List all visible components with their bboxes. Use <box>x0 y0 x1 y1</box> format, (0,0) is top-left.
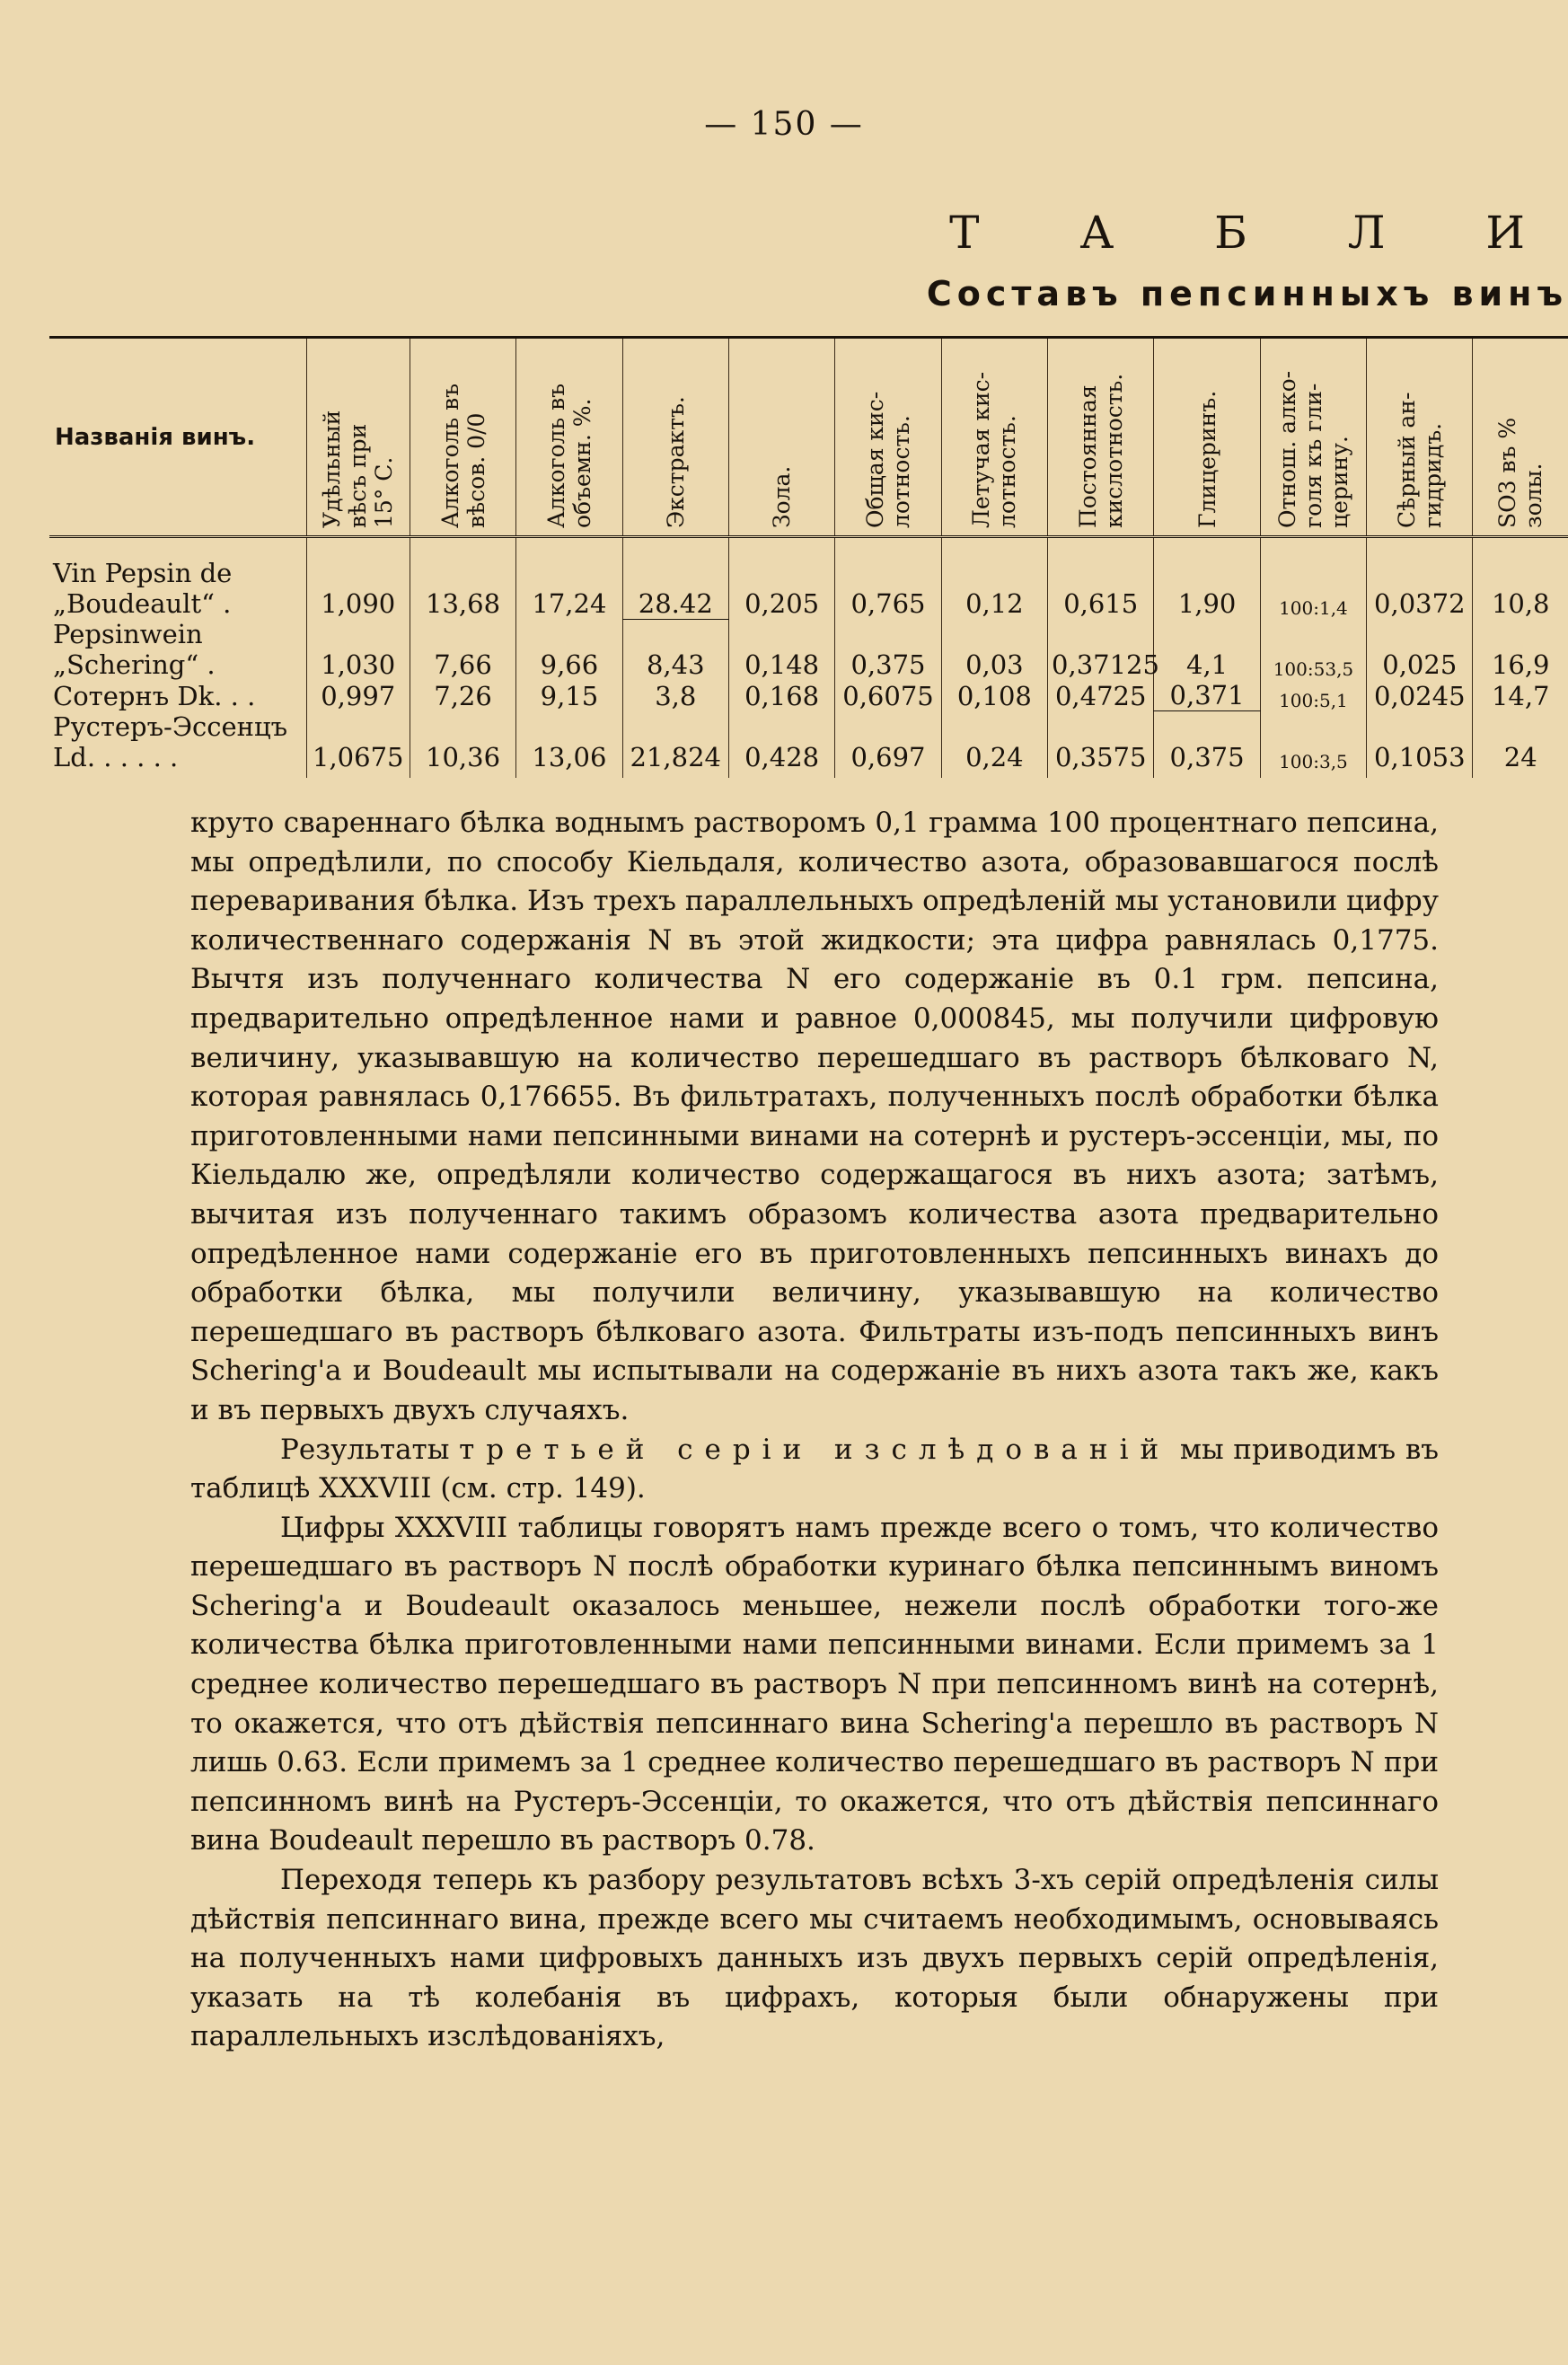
table-cell: 100:53,5 <box>1260 619 1366 680</box>
table-cell: 0,6075 <box>835 680 941 711</box>
table-cell: 0,37125 <box>1048 619 1154 680</box>
header-alcohol-weight <box>410 338 515 537</box>
wine-name: Pepsinwein „Schering“ . <box>53 619 216 680</box>
table-row <box>49 619 1568 680</box>
table-cell: 0,12 <box>941 537 1047 620</box>
paragraph: Цифры XXXVIII таблицы говорятъ намъ прежде всего о томъ, что количество перешедшаго въ растворъ N послѣ обработки куринаго бѣлка пепсиннымъ виномъ Schering'а и Boudeault оказалось меньшее, нежели послѣ обработки того-же количества бѣлка приготовленными нами пепсинными винами. Если примемъ за 1 среднее количество перешедшаго въ растворъ N при пепсинномъ винѣ на сотернѣ, то окажется, что отъ дѣйствія пепсиннаго вина Schering'а перешло въ растворъ N лишь 0.63. Если примемъ за 1 среднее количество перешедшаго въ растворъ N при пепсинномъ винѣ на Рустеръ-Эссенціи, то окажется, что отъ дѣйствія пепсиннаго вина Boudeault перешло въ растворъ 0.78. <box>190 1511 1439 1858</box>
spaced-phrase: третьей серіи изслѣдованій <box>459 1433 1171 1466</box>
header-extract <box>622 338 728 537</box>
table-cell: 1,090 <box>306 537 410 620</box>
table-cell: 0,0372 <box>1367 537 1473 620</box>
table-cell: 1,030 <box>306 619 410 680</box>
header-alcohol-glycerin-ratio <box>1260 338 1366 537</box>
table-cell: 0,428 <box>728 711 834 778</box>
body-text <box>190 804 1439 2057</box>
table-cell: 9,66 <box>516 619 622 680</box>
header-label: Удѣльный вѣсъ при 15° С. <box>319 410 398 528</box>
header-label: Алкоголь въ вѣсов. 0/0 <box>436 383 489 528</box>
table-cell: 0,375 <box>1154 711 1260 778</box>
table-cell: 10,8 <box>1473 537 1568 620</box>
text-run: Результаты <box>280 1433 460 1466</box>
header-specific-gravity <box>306 338 410 537</box>
table-cell: 13,68 <box>410 537 515 620</box>
header-total-acidity <box>835 338 941 537</box>
table-cell: 28.42 <box>622 537 728 620</box>
header-name: Названія винъ. <box>55 423 256 451</box>
table-cell: 3,8 <box>622 680 728 711</box>
header-alcohol-volume <box>516 338 622 537</box>
paragraph: Переходя теперь къ разбору результатовъ всѣхъ 3-хъ серій опредѣленія силы дѣйствія пепсиннаго вина, прежде всего мы считаемъ необходимымъ, основываясь на полученныхъ нами цифровыхъ данныхъ изъ двухъ первыхъ серій опредѣленія, указать на тѣ колебанія въ цифрахъ, которыя были обнаружены при параллельныхъ изслѣдованіяхъ, <box>190 1864 1439 2053</box>
header-label: Летучая кис- лотность. <box>968 371 1021 528</box>
table-subtitle: Составъ пепсинныхъ винъ <box>926 274 1568 313</box>
header-label: Сѣрный ан- гидридъ. <box>1393 392 1446 528</box>
table-cell: 4,1 <box>1154 619 1260 680</box>
wine-name: Рустеръ-Эссенцъ Ld. . . . . . <box>53 710 288 772</box>
header-fixed-acidity <box>1048 338 1154 537</box>
header-ash <box>728 338 834 537</box>
table-cell: 16,9 <box>1473 619 1568 680</box>
table-cell: 7,26 <box>410 680 515 711</box>
paragraph <box>190 1431 1439 1509</box>
table-cell: 8,43 <box>622 619 728 680</box>
table-cell: 0,24 <box>941 711 1047 778</box>
table-cell: 0,1053 <box>1367 711 1473 778</box>
table-cell: 0,371 <box>1154 680 1260 711</box>
table-cell: 0,108 <box>941 680 1047 711</box>
header-volatile-acidity <box>941 338 1047 537</box>
table-row <box>49 537 1568 620</box>
table-cell: 1,0675 <box>306 711 410 778</box>
table-title: Т А Б Л И <box>949 207 1568 259</box>
header-label: Постоянная кислотность. <box>1074 373 1127 528</box>
header-label: Глицеринъ. <box>1194 390 1220 528</box>
wine-name: Сотернъ Dk. . . <box>53 680 256 711</box>
header-label: Алкоголь въ объемн. %. <box>542 383 595 528</box>
table-cell: 100:3,5 <box>1260 711 1366 778</box>
header-label: SO3 въ % золы. <box>1494 417 1547 528</box>
table-cell: 0,025 <box>1367 619 1473 680</box>
table-row <box>49 711 1568 778</box>
header-glycerin <box>1154 338 1260 537</box>
header-label: Отнош. алко- голя къ гли- церину. <box>1273 370 1352 528</box>
header-so3-in-ash <box>1473 338 1568 537</box>
table-cell: 1,90 <box>1154 537 1260 620</box>
table-cell: 0,697 <box>835 711 941 778</box>
table-cell: 100:5,1 <box>1260 680 1366 711</box>
table-cell: 0,375 <box>835 619 941 680</box>
table-cell: 0,765 <box>835 537 941 620</box>
table-cell: 0,205 <box>728 537 834 620</box>
table-cell: 0,148 <box>728 619 834 680</box>
table-cell: 0,3575 <box>1048 711 1154 778</box>
table-row <box>49 680 1568 711</box>
table-cell: 21,824 <box>622 711 728 778</box>
header-label: Общая кис- лотность. <box>861 391 914 528</box>
table-cell: 24 <box>1473 711 1568 778</box>
table-cell: 9,15 <box>516 680 622 711</box>
pepsin-wine-table <box>49 336 1568 778</box>
table-cell: 0,168 <box>728 680 834 711</box>
paragraph: круто свареннаго бѣлка воднымъ растворомъ 0,1 грамма 100 процентнаго пепсина, мы опредѣлили, по способу Кіельдаля, количество азота, образовавшагося послѣ переваривания бѣлка. Изъ трехъ параллельныхъ опредѣленій мы установили цифру количественнаго содержанія N въ этой жидкости; эта цифра равнялась 0,1775. Вычтя изъ полученнаго количества N его содержаніе въ 0.1 грм. пепсина, предварительно опредѣленное нами и равное 0,000845, мы получили цифровую величину, указывавшую на количество перешедшаго въ растворъ бѣлковаго N, которая равнялась 0,176655. Въ фильтратахъ, полученныхъ послѣ обработки бѣлка приготовленными нами пепсинными винами на сотернѣ и рустеръ-эссенціи, мы, по Кіельдалю же, опредѣляли количество содержащагося въ нихъ азота; затѣмъ, вычитая изъ полученнаго такимъ образомъ количества азота предварительно опредѣленное нами содержаніе его въ приготовленныхъ пепсинныхъ винахъ до обработки бѣлка, мы получили величину, указывавшую на количество перешедшаго въ растворъ бѣлковаго азота. Фильтраты изъ-подъ пепсинныхъ винъ Schering'а и Boudeault мы испытывали на содержаніе въ нихъ азота такъ же, какъ и въ первыхъ двухъ случаяхъ. <box>190 807 1439 1426</box>
table-cell: 100:1,4 <box>1260 537 1366 620</box>
page-number: — 150 — <box>704 106 864 143</box>
header-label: Экстрактъ. <box>662 396 689 528</box>
table-cell: 0,997 <box>306 680 410 711</box>
table-cell: 0,0245 <box>1367 680 1473 711</box>
text-run: мы приводимъ въ таблицѣ XXXVIII (см. стр. 149). <box>190 1433 1440 1505</box>
table-cell: 0,4725 <box>1048 680 1154 711</box>
header-label: Зола. <box>769 465 796 528</box>
table-header-row <box>49 338 1568 537</box>
table-cell: 13,06 <box>516 711 622 778</box>
table-cell: 0,03 <box>941 619 1047 680</box>
wine-name: Vin Pepsin de „Boudeault“ . <box>53 558 233 619</box>
table-cell: 17,24 <box>516 537 622 620</box>
header-sulfuric-anhydride <box>1367 338 1473 537</box>
table-cell: 0,615 <box>1048 537 1154 620</box>
table-cell: 7,66 <box>410 619 515 680</box>
table-cell: 10,36 <box>410 711 515 778</box>
table-cell: 14,7 <box>1473 680 1568 711</box>
